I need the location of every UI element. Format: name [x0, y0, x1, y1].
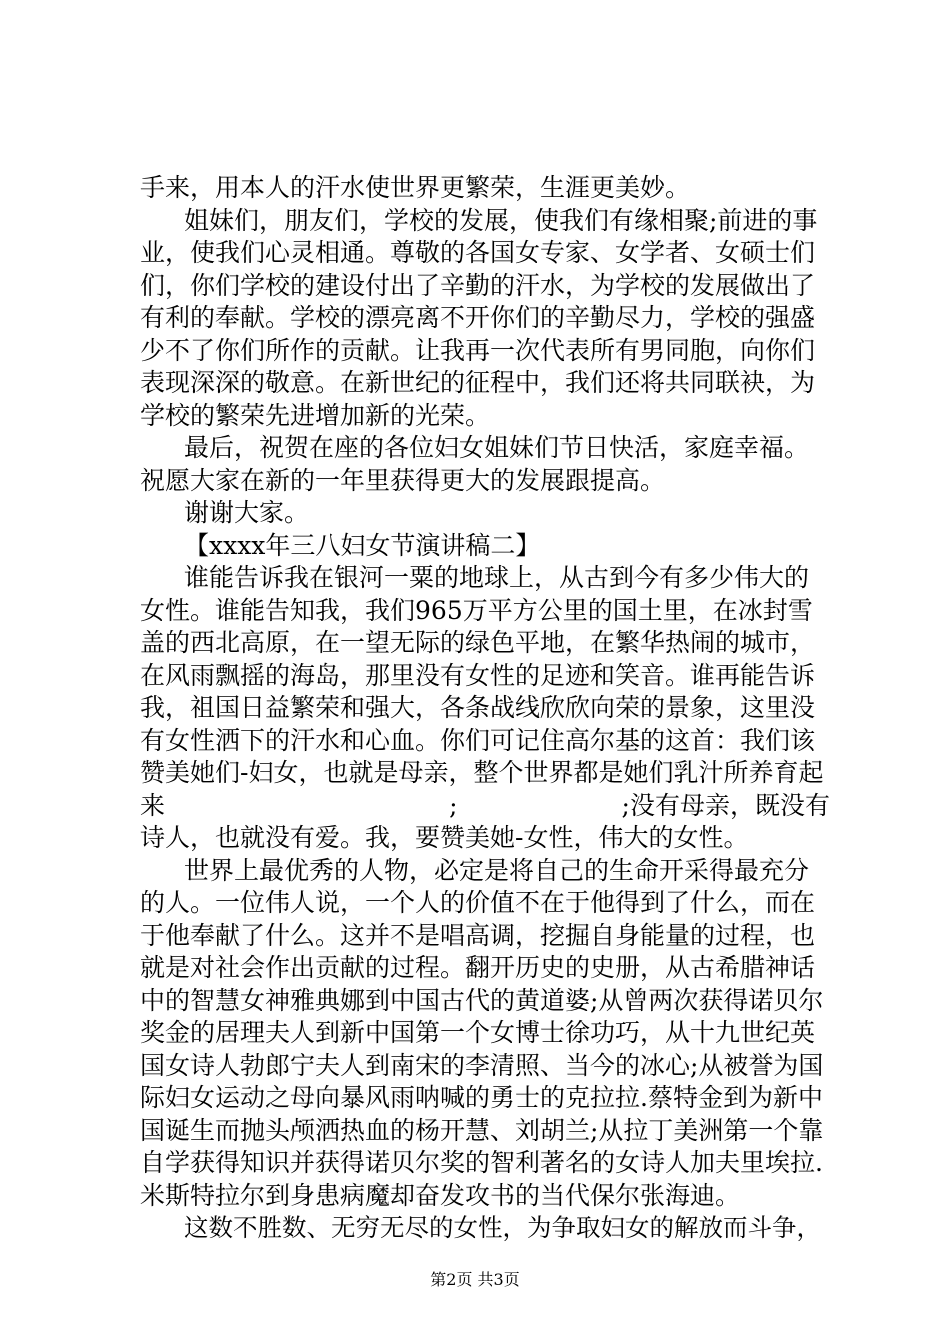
text-line: 手来，用本人的汗水使世界更繁荣，生涯更美妙。 — [140, 173, 691, 202]
text-line: 学校的繁荣先进增加新的光荣。 — [140, 400, 491, 430]
text-line: 世界上最优秀的人物，必定是将自己的生命开采得最充分 — [184, 855, 810, 885]
text-line: 我，祖国日益繁荣和强大，各条战线欣欣向荣的景象，这里没 — [140, 693, 816, 722]
text-line: 女性。谁能告知我，我们965万平方公里的国土里，在冰封雪 — [140, 595, 813, 625]
text-line: 在风雨飘摇的海岛，那里没有女性的足迹和笑音。谁再能告诉 — [140, 660, 816, 690]
text-line: 米斯特拉尔到身患病魔却奋发攻书的当代保尔张海迪。 — [140, 1180, 741, 1210]
text-line: 就是对社会作出贡献的过程。翻开历史的史册，从古希腊神话 — [140, 953, 816, 982]
text-line: 有女性洒下的汗水和心血。你们可记住高尔基的这首：我们该 — [140, 725, 816, 755]
text-line: 诗人，也就没有爱。我，要赞美她-女性，伟大的女性。 — [140, 823, 749, 852]
text-fragment: ; — [449, 790, 458, 820]
text-line: 赞美她们-妇女，也就是母亲，整个世界都是她们乳汁所养育起 — [140, 758, 824, 787]
section-heading: 【xxxx年三八妇女节演讲稿二】 — [184, 530, 541, 560]
text-line: 表现深深的敬意。在新世纪的征程中，我们还将共同联袂，为 — [140, 368, 816, 397]
document-body — [140, 172, 830, 1245]
text-line-spaced — [140, 790, 830, 823]
text-line: 于他奉献了什么。这并不是唱高调，挖掘自身能量的过程，也 — [140, 920, 816, 950]
text-line: 际妇女运动之母向暴风雨呐喊的勇士的克拉拉.蔡特金到为新中 — [140, 1083, 823, 1112]
text-line: 少不了你们所作的贡献。让我再一次代表所有男同胞，向你们 — [140, 335, 816, 365]
text-line: 中的智慧女神雅典娜到中国古代的黄道婆;从曾两次获得诺贝尔 — [140, 985, 824, 1015]
text-fragment: ;没有母亲，既没有 — [621, 790, 830, 820]
text-fragment: 来 — [140, 790, 166, 820]
text-line: 国诞生而抛头颅洒热血的杨开慧、刘胡兰;从拉丁美洲第一个靠 — [140, 1115, 824, 1145]
text-line: 国女诗人勃郎宁夫人到南宋的李清照、当今的冰心;从被誉为国 — [140, 1050, 824, 1080]
text-line: 自学获得知识并获得诺贝尔奖的智利著名的女诗人加夫里埃拉. — [140, 1148, 823, 1177]
text-line: 的人。一位伟人说，一个人的价值不在于他得到了什么，而在 — [140, 888, 816, 917]
text-line: 这数不胜数、无穷无尽的女性，为争取妇女的解放而斗争， — [184, 1213, 821, 1242]
text-line: 奖金的居理夫人到新中国第一个女博士徐功巧，从十九世纪英 — [140, 1018, 816, 1047]
text-line: 祝愿大家在新的一年里获得更大的发展跟提高。 — [140, 465, 666, 495]
text-line: 盖的西北高原，在一望无际的绿色平地，在繁华热闹的城市， — [140, 628, 816, 657]
text-line: 姐妹们，朋友们，学校的发展，使我们有缘相聚;前进的事 — [184, 205, 818, 235]
text-line: 业，使我们心灵相通。尊敬的各国女专家、女学者、女硕士们 — [140, 238, 816, 267]
text-line: 谢谢大家。 — [184, 498, 310, 527]
text-line: 谁能告诉我在银河一粟的地球上，从古到今有多少伟大的 — [184, 563, 810, 592]
text-line: 有利的奉献。学校的漂亮离不开你们的辛勤尽力，学校的强盛 — [140, 303, 816, 332]
page-footer: 第2页 共3页 — [430, 1270, 520, 1289]
text-line: 最后，祝贺在座的各位妇女姐妹们节日快活，家庭幸福。 — [184, 433, 810, 462]
text-line: 们，你们学校的建设付出了辛勤的汗水，为学校的发展做出了 — [140, 270, 816, 300]
